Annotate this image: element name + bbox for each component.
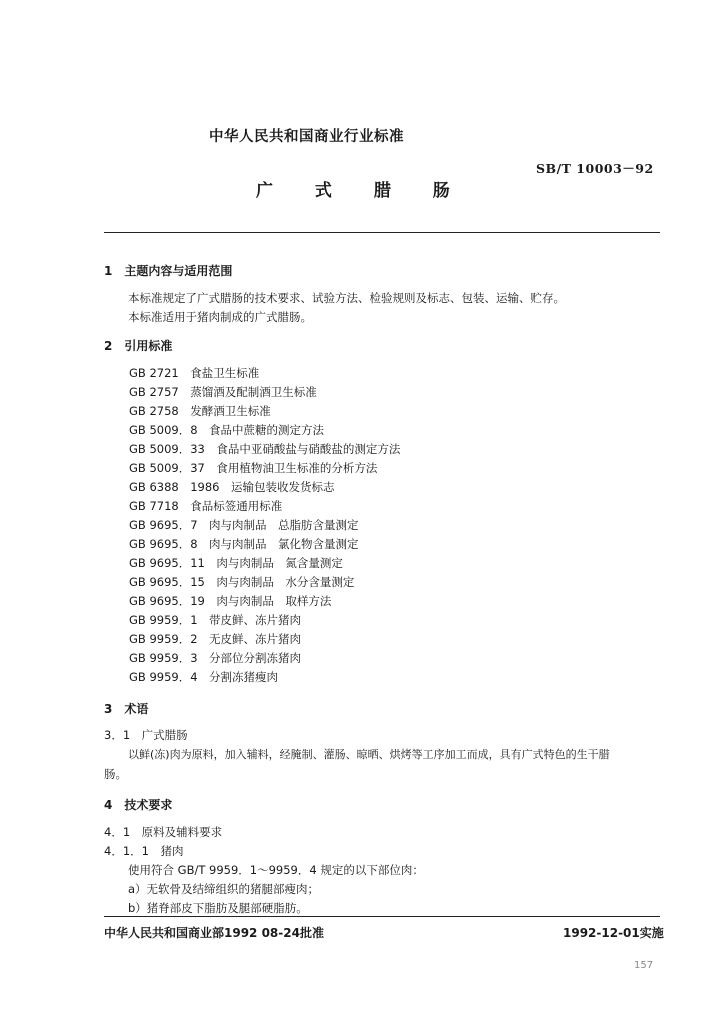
org-standard-title: 中华人民共和国商业行业标准 [209,129,404,145]
reference-item: GB 7718 食品标签通用标准 [129,499,283,513]
reference-item: GB 2758 发酵酒卫生标准 [129,404,271,418]
reference-item: GB 9959．4 分割冻猪瘦肉 [129,670,279,684]
document-title: 广 式 腊 肠 [256,181,464,201]
section-1-heading: 1 主题内容与适用范围 [104,264,233,278]
reference-item: GB 9959．3 分部位分割冻猪肉 [129,651,302,665]
section-4-1-1-text: 使用符合 GB/T 9959．1～9959．4 规定的以下部位肉： [128,863,424,877]
reference-item: GB 9695．8 肉与肉制品 氯化物含量测定 [129,537,359,551]
section-4-1-1-heading: 4．1．1 猪肉 [104,844,184,858]
reference-item: GB 2757 蒸馏酒及配制酒卫生标准 [129,385,317,399]
reference-item: GB 9695．15 肉与肉制品 水分含量测定 [129,575,355,589]
issuer-approval: 中华人民共和国商业部1992 08-24批准 [104,926,324,940]
section-3-heading: 3 术语 [104,702,149,716]
reference-item: GB 5009．8 食品中蔗糖的测定方法 [129,423,325,437]
section-2-heading: 2 引用标准 [104,339,173,353]
list-item-a: a）无软骨及结缔组织的猪腿部瘦肉； [128,882,320,896]
reference-item: GB 9959．2 无皮鲜、冻片猪肉 [129,632,302,646]
section-1-line-2: 本标准适用于猪肉制成的广式腊肠。 [128,310,312,324]
header-rule [104,232,660,233]
reference-item: GB 9959．1 带皮鲜、冻片猪肉 [129,613,302,627]
section-3-1-heading: 3．1 广式腊肠 [104,728,188,742]
page-number: 157 [634,960,654,971]
section-4-heading: 4 技术要求 [104,798,173,812]
section-3-1-text-line-2: 肠。 [104,767,127,781]
section-4-1-heading: 4．1 原料及辅料要求 [104,825,223,839]
footer-rule [104,916,660,917]
reference-item: GB 2721 食盐卫生标准 [129,366,260,380]
reference-item: GB 9695．11 肉与肉制品 氮含量测定 [129,556,343,570]
reference-item: GB 9695．19 肉与肉制品 取样方法 [129,594,332,608]
section-3-1-text-line-1: 以鲜(冻)肉为原料，加入辅料，经腌制、灌肠、晾晒、烘烤等工序加工而成，具有广式特色的生干腊 [128,748,610,761]
reference-item: GB 5009．33 食品中亚硝酸盐与硝酸盐的测定方法 [129,442,401,456]
list-item-b: b）猪脊部皮下脂肪及腿部硬脂肪。 [128,901,308,915]
section-1-line-1: 本标准规定了广式腊肠的技术要求、试验方法、检验规则及标志、包装、运输、贮存。 [128,291,565,305]
effective-date: 1992-12-01实施 [563,926,664,940]
standard-code: SB/T 10003－92 [536,161,654,176]
reference-item: GB 9695．7 肉与肉制品 总脂肪含量测定 [129,518,359,532]
reference-item: GB 5009．37 食用植物油卫生标准的分析方法 [129,461,378,475]
reference-item: GB 6388 1986 运输包装收发货标志 [129,480,335,494]
